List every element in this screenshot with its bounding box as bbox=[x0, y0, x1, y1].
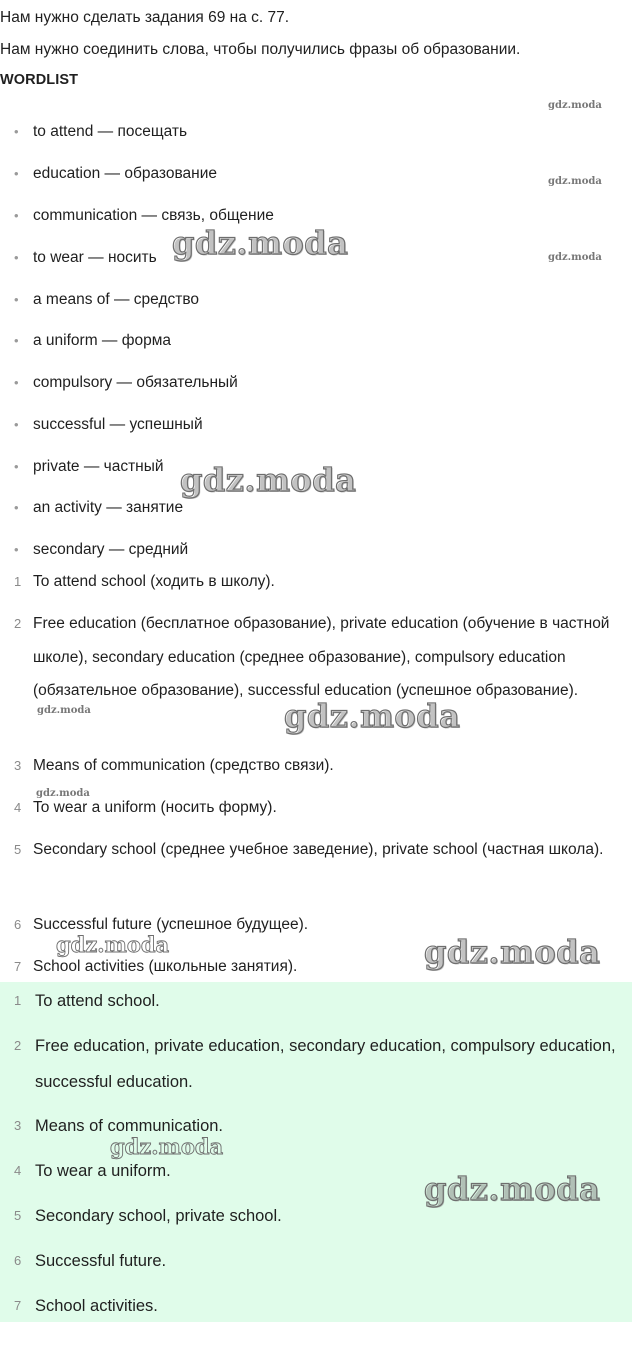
watermark-logo: gdz.moda bbox=[424, 933, 601, 971]
intro-line-1: Нам нужно сделать задания 69 на с. 77. bbox=[0, 9, 290, 26]
bullet-icon: • bbox=[14, 500, 19, 515]
watermark-logo: gdz.moda bbox=[548, 100, 602, 111]
watermark-logo: gdz.moda bbox=[36, 788, 90, 799]
watermark-logo: gdz.moda bbox=[284, 697, 461, 735]
bullet-icon: • bbox=[14, 124, 19, 139]
intro-line-2: Нам нужно соединить слова, чтобы получились фразы об образовании. bbox=[0, 41, 521, 58]
bullet-icon: • bbox=[14, 333, 19, 348]
watermark-logo: gdz.moda bbox=[548, 176, 602, 187]
watermark-logo: gdz.moda bbox=[424, 1170, 601, 1208]
bullet-icon: • bbox=[14, 542, 19, 557]
bullet-icon: • bbox=[14, 292, 19, 307]
bullet-icon: • bbox=[14, 250, 19, 265]
watermark-logo: gdz.moda bbox=[56, 932, 170, 957]
watermark-logo: gdz.moda bbox=[37, 705, 91, 716]
bullet-icon: • bbox=[14, 459, 19, 474]
bullet-icon: • bbox=[14, 417, 19, 432]
bullet-icon: • bbox=[14, 375, 19, 390]
bullet-icon: • bbox=[14, 166, 19, 181]
bullet-icon: • bbox=[14, 208, 19, 223]
watermark-logo: gdz.moda bbox=[110, 1134, 224, 1159]
wordlist-heading: WORDLIST bbox=[0, 72, 79, 88]
watermark-logo: gdz.moda bbox=[180, 461, 357, 499]
watermark-logo: gdz.moda bbox=[172, 224, 349, 262]
watermark-logo: gdz.moda bbox=[548, 252, 602, 263]
answer-block: 1 To attend school. 2 Free education, private education, secondary education, compulsory education, successful education. 3 Means of communication. 4 To wear a uniform. 5 Secondary school, private school. 6 Successful future. 7 School activities. bbox=[0, 982, 632, 1322]
